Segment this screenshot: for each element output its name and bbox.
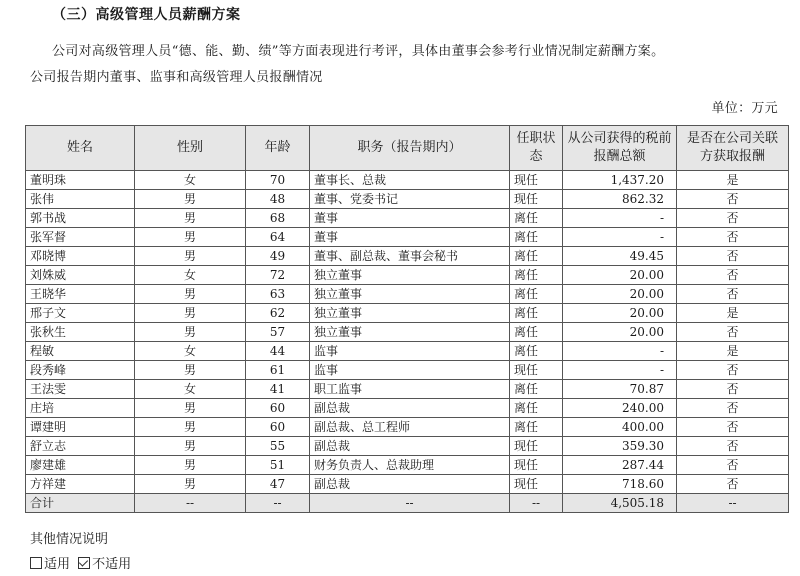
cell-name: 段秀峰 bbox=[26, 361, 135, 380]
cell-status: 现任 bbox=[510, 171, 563, 190]
cell-related: 否 bbox=[677, 247, 789, 266]
checkbox-not-applicable[interactable] bbox=[78, 557, 90, 569]
table-row bbox=[26, 361, 789, 380]
cell-pay: 400.00 bbox=[563, 418, 677, 437]
other-notes-title: 其他情况说明 bbox=[30, 532, 109, 547]
cell-gender: 男 bbox=[135, 456, 246, 475]
cell-age: 51 bbox=[246, 456, 310, 475]
table-caption: 公司报告期内董事、监事和高级管理人员报酬情况 bbox=[30, 70, 323, 85]
cell-pay: 20.00 bbox=[563, 304, 677, 323]
header-position: 职务（报告期内） bbox=[310, 126, 510, 171]
cell-name: 张伟 bbox=[26, 190, 135, 209]
cell-gender: 男 bbox=[135, 399, 246, 418]
cell-age: 60 bbox=[246, 418, 310, 437]
cell-name: 王晓华 bbox=[26, 285, 135, 304]
cell-pay: 862.32 bbox=[563, 190, 677, 209]
cell-pay: - bbox=[563, 342, 677, 361]
cell-age: 60 bbox=[246, 399, 310, 418]
cell-age: 68 bbox=[246, 209, 310, 228]
table-row bbox=[26, 304, 789, 323]
cell-position: 董事 bbox=[310, 228, 510, 247]
cell-related: 否 bbox=[677, 228, 789, 247]
cell-pay: 287.44 bbox=[563, 456, 677, 475]
cell-name: 张军督 bbox=[26, 228, 135, 247]
cell-pay: 20.00 bbox=[563, 323, 677, 342]
cell-related: 是 bbox=[677, 304, 789, 323]
cell-position: 董事、副总裁、董事会秘书 bbox=[310, 247, 510, 266]
table-row bbox=[26, 228, 789, 247]
cell-gender: 男 bbox=[135, 285, 246, 304]
cell-status: 离任 bbox=[510, 418, 563, 437]
cell-related: 是 bbox=[677, 342, 789, 361]
cell-related: 否 bbox=[677, 456, 789, 475]
total-position: -- bbox=[310, 494, 510, 513]
cell-gender: 女 bbox=[135, 266, 246, 285]
cell-related: 否 bbox=[677, 399, 789, 418]
cell-gender: 男 bbox=[135, 304, 246, 323]
cell-pay: 359.30 bbox=[563, 437, 677, 456]
cell-related: 否 bbox=[677, 190, 789, 209]
cell-related: 是 bbox=[677, 171, 789, 190]
cell-related: 否 bbox=[677, 418, 789, 437]
cell-name: 邓晓博 bbox=[26, 247, 135, 266]
cell-position: 独立董事 bbox=[310, 266, 510, 285]
cell-related: 否 bbox=[677, 361, 789, 380]
compensation-table bbox=[25, 125, 789, 513]
cell-name: 方祥建 bbox=[26, 475, 135, 494]
cell-position: 独立董事 bbox=[310, 285, 510, 304]
cell-gender: 男 bbox=[135, 228, 246, 247]
cell-position: 董事长、总裁 bbox=[310, 171, 510, 190]
cell-status: 离任 bbox=[510, 209, 563, 228]
total-label: 合计 bbox=[26, 494, 135, 513]
cell-age: 72 bbox=[246, 266, 310, 285]
cell-position: 副总裁、总工程师 bbox=[310, 418, 510, 437]
cell-gender: 男 bbox=[135, 323, 246, 342]
cell-status: 离任 bbox=[510, 380, 563, 399]
total-pay: 4,505.18 bbox=[563, 494, 677, 513]
cell-age: 55 bbox=[246, 437, 310, 456]
cell-status: 现任 bbox=[510, 437, 563, 456]
cell-status: 离任 bbox=[510, 228, 563, 247]
cell-age: 41 bbox=[246, 380, 310, 399]
cell-position: 董事 bbox=[310, 209, 510, 228]
header-age: 年龄 bbox=[246, 126, 310, 171]
cell-pay: 240.00 bbox=[563, 399, 677, 418]
cell-name: 庄培 bbox=[26, 399, 135, 418]
cell-status: 离任 bbox=[510, 266, 563, 285]
cell-status: 现任 bbox=[510, 456, 563, 475]
cell-age: 63 bbox=[246, 285, 310, 304]
cell-pay: - bbox=[563, 209, 677, 228]
cell-pay: 1,437.20 bbox=[563, 171, 677, 190]
cell-gender: 男 bbox=[135, 190, 246, 209]
cell-related: 否 bbox=[677, 380, 789, 399]
cell-gender: 男 bbox=[135, 209, 246, 228]
cell-related: 否 bbox=[677, 323, 789, 342]
table-row bbox=[26, 399, 789, 418]
cell-related: 否 bbox=[677, 437, 789, 456]
header-gender: 性别 bbox=[135, 126, 246, 171]
cell-name: 董明珠 bbox=[26, 171, 135, 190]
cell-name: 王法雯 bbox=[26, 380, 135, 399]
table-row bbox=[26, 323, 789, 342]
total-age: -- bbox=[246, 494, 310, 513]
cell-gender: 男 bbox=[135, 475, 246, 494]
cell-position: 职工监事 bbox=[310, 380, 510, 399]
unit-label: 单位：万元 bbox=[711, 101, 778, 116]
section-title: （三）高级管理人员薪酬方案 bbox=[52, 7, 241, 23]
table-row bbox=[26, 209, 789, 228]
table-row bbox=[26, 266, 789, 285]
cell-age: 48 bbox=[246, 190, 310, 209]
cell-pay: 20.00 bbox=[563, 266, 677, 285]
cell-gender: 男 bbox=[135, 247, 246, 266]
cell-position: 财务负责人、总裁助理 bbox=[310, 456, 510, 475]
cell-pay: 49.45 bbox=[563, 247, 677, 266]
total-row bbox=[26, 494, 789, 513]
cell-position: 副总裁 bbox=[310, 437, 510, 456]
table-row bbox=[26, 418, 789, 437]
header-name: 姓名 bbox=[26, 126, 135, 171]
cell-status: 离任 bbox=[510, 285, 563, 304]
not-applicable-label: 不适用 bbox=[92, 557, 132, 572]
cell-pay: 20.00 bbox=[563, 285, 677, 304]
cell-age: 61 bbox=[246, 361, 310, 380]
cell-gender: 男 bbox=[135, 361, 246, 380]
header-related: 是否在公司关联方获取报酬 bbox=[677, 126, 789, 171]
cell-position: 监事 bbox=[310, 361, 510, 380]
table-row bbox=[26, 456, 789, 475]
cell-age: 49 bbox=[246, 247, 310, 266]
table-header-row bbox=[26, 126, 789, 171]
cell-position: 独立董事 bbox=[310, 323, 510, 342]
cell-status: 现任 bbox=[510, 475, 563, 494]
cell-age: 64 bbox=[246, 228, 310, 247]
cell-name: 舒立志 bbox=[26, 437, 135, 456]
table-row bbox=[26, 342, 789, 361]
cell-position: 副总裁 bbox=[310, 399, 510, 418]
table-row bbox=[26, 190, 789, 209]
cell-position: 董事、党委书记 bbox=[310, 190, 510, 209]
total-related: -- bbox=[677, 494, 789, 513]
applicable-label: 适用 bbox=[44, 557, 71, 572]
cell-age: 62 bbox=[246, 304, 310, 323]
cell-position: 监事 bbox=[310, 342, 510, 361]
cell-status: 离任 bbox=[510, 247, 563, 266]
cell-gender: 男 bbox=[135, 418, 246, 437]
checkbox-applicable[interactable] bbox=[30, 557, 42, 569]
cell-gender: 女 bbox=[135, 342, 246, 361]
cell-status: 现任 bbox=[510, 190, 563, 209]
table-row bbox=[26, 380, 789, 399]
total-gender: -- bbox=[135, 494, 246, 513]
cell-age: 57 bbox=[246, 323, 310, 342]
cell-name: 郭书战 bbox=[26, 209, 135, 228]
cell-gender: 女 bbox=[135, 380, 246, 399]
cell-pay: - bbox=[563, 228, 677, 247]
cell-pay: 718.60 bbox=[563, 475, 677, 494]
cell-related: 否 bbox=[677, 475, 789, 494]
header-pay: 从公司获得的税前报酬总额 bbox=[563, 126, 677, 171]
intro-paragraph: 公司对高级管理人员“德、能、勤、绩”等方面表现进行考评，具体由董事会参考行业情况制定薪酬方案。 bbox=[52, 44, 665, 59]
cell-age: 44 bbox=[246, 342, 310, 361]
table-row bbox=[26, 437, 789, 456]
cell-related: 否 bbox=[677, 266, 789, 285]
cell-name: 廖建雄 bbox=[26, 456, 135, 475]
cell-name: 邢子文 bbox=[26, 304, 135, 323]
total-status: -- bbox=[510, 494, 563, 513]
table-row bbox=[26, 247, 789, 266]
cell-status: 离任 bbox=[510, 304, 563, 323]
cell-pay: 70.87 bbox=[563, 380, 677, 399]
cell-status: 现任 bbox=[510, 361, 563, 380]
cell-name: 程敏 bbox=[26, 342, 135, 361]
cell-gender: 女 bbox=[135, 171, 246, 190]
cell-status: 离任 bbox=[510, 399, 563, 418]
header-status: 任职状态 bbox=[510, 126, 563, 171]
cell-position: 副总裁 bbox=[310, 475, 510, 494]
applicability-options bbox=[30, 553, 131, 572]
cell-name: 张秋生 bbox=[26, 323, 135, 342]
cell-name: 谭建明 bbox=[26, 418, 135, 437]
cell-gender: 男 bbox=[135, 437, 246, 456]
cell-related: 否 bbox=[677, 285, 789, 304]
table-row bbox=[26, 171, 789, 190]
cell-status: 离任 bbox=[510, 342, 563, 361]
cell-name: 刘姝威 bbox=[26, 266, 135, 285]
table-row bbox=[26, 475, 789, 494]
cell-status: 离任 bbox=[510, 323, 563, 342]
cell-related: 否 bbox=[677, 209, 789, 228]
cell-position: 独立董事 bbox=[310, 304, 510, 323]
cell-age: 70 bbox=[246, 171, 310, 190]
table-row bbox=[26, 285, 789, 304]
cell-age: 47 bbox=[246, 475, 310, 494]
cell-pay: - bbox=[563, 361, 677, 380]
